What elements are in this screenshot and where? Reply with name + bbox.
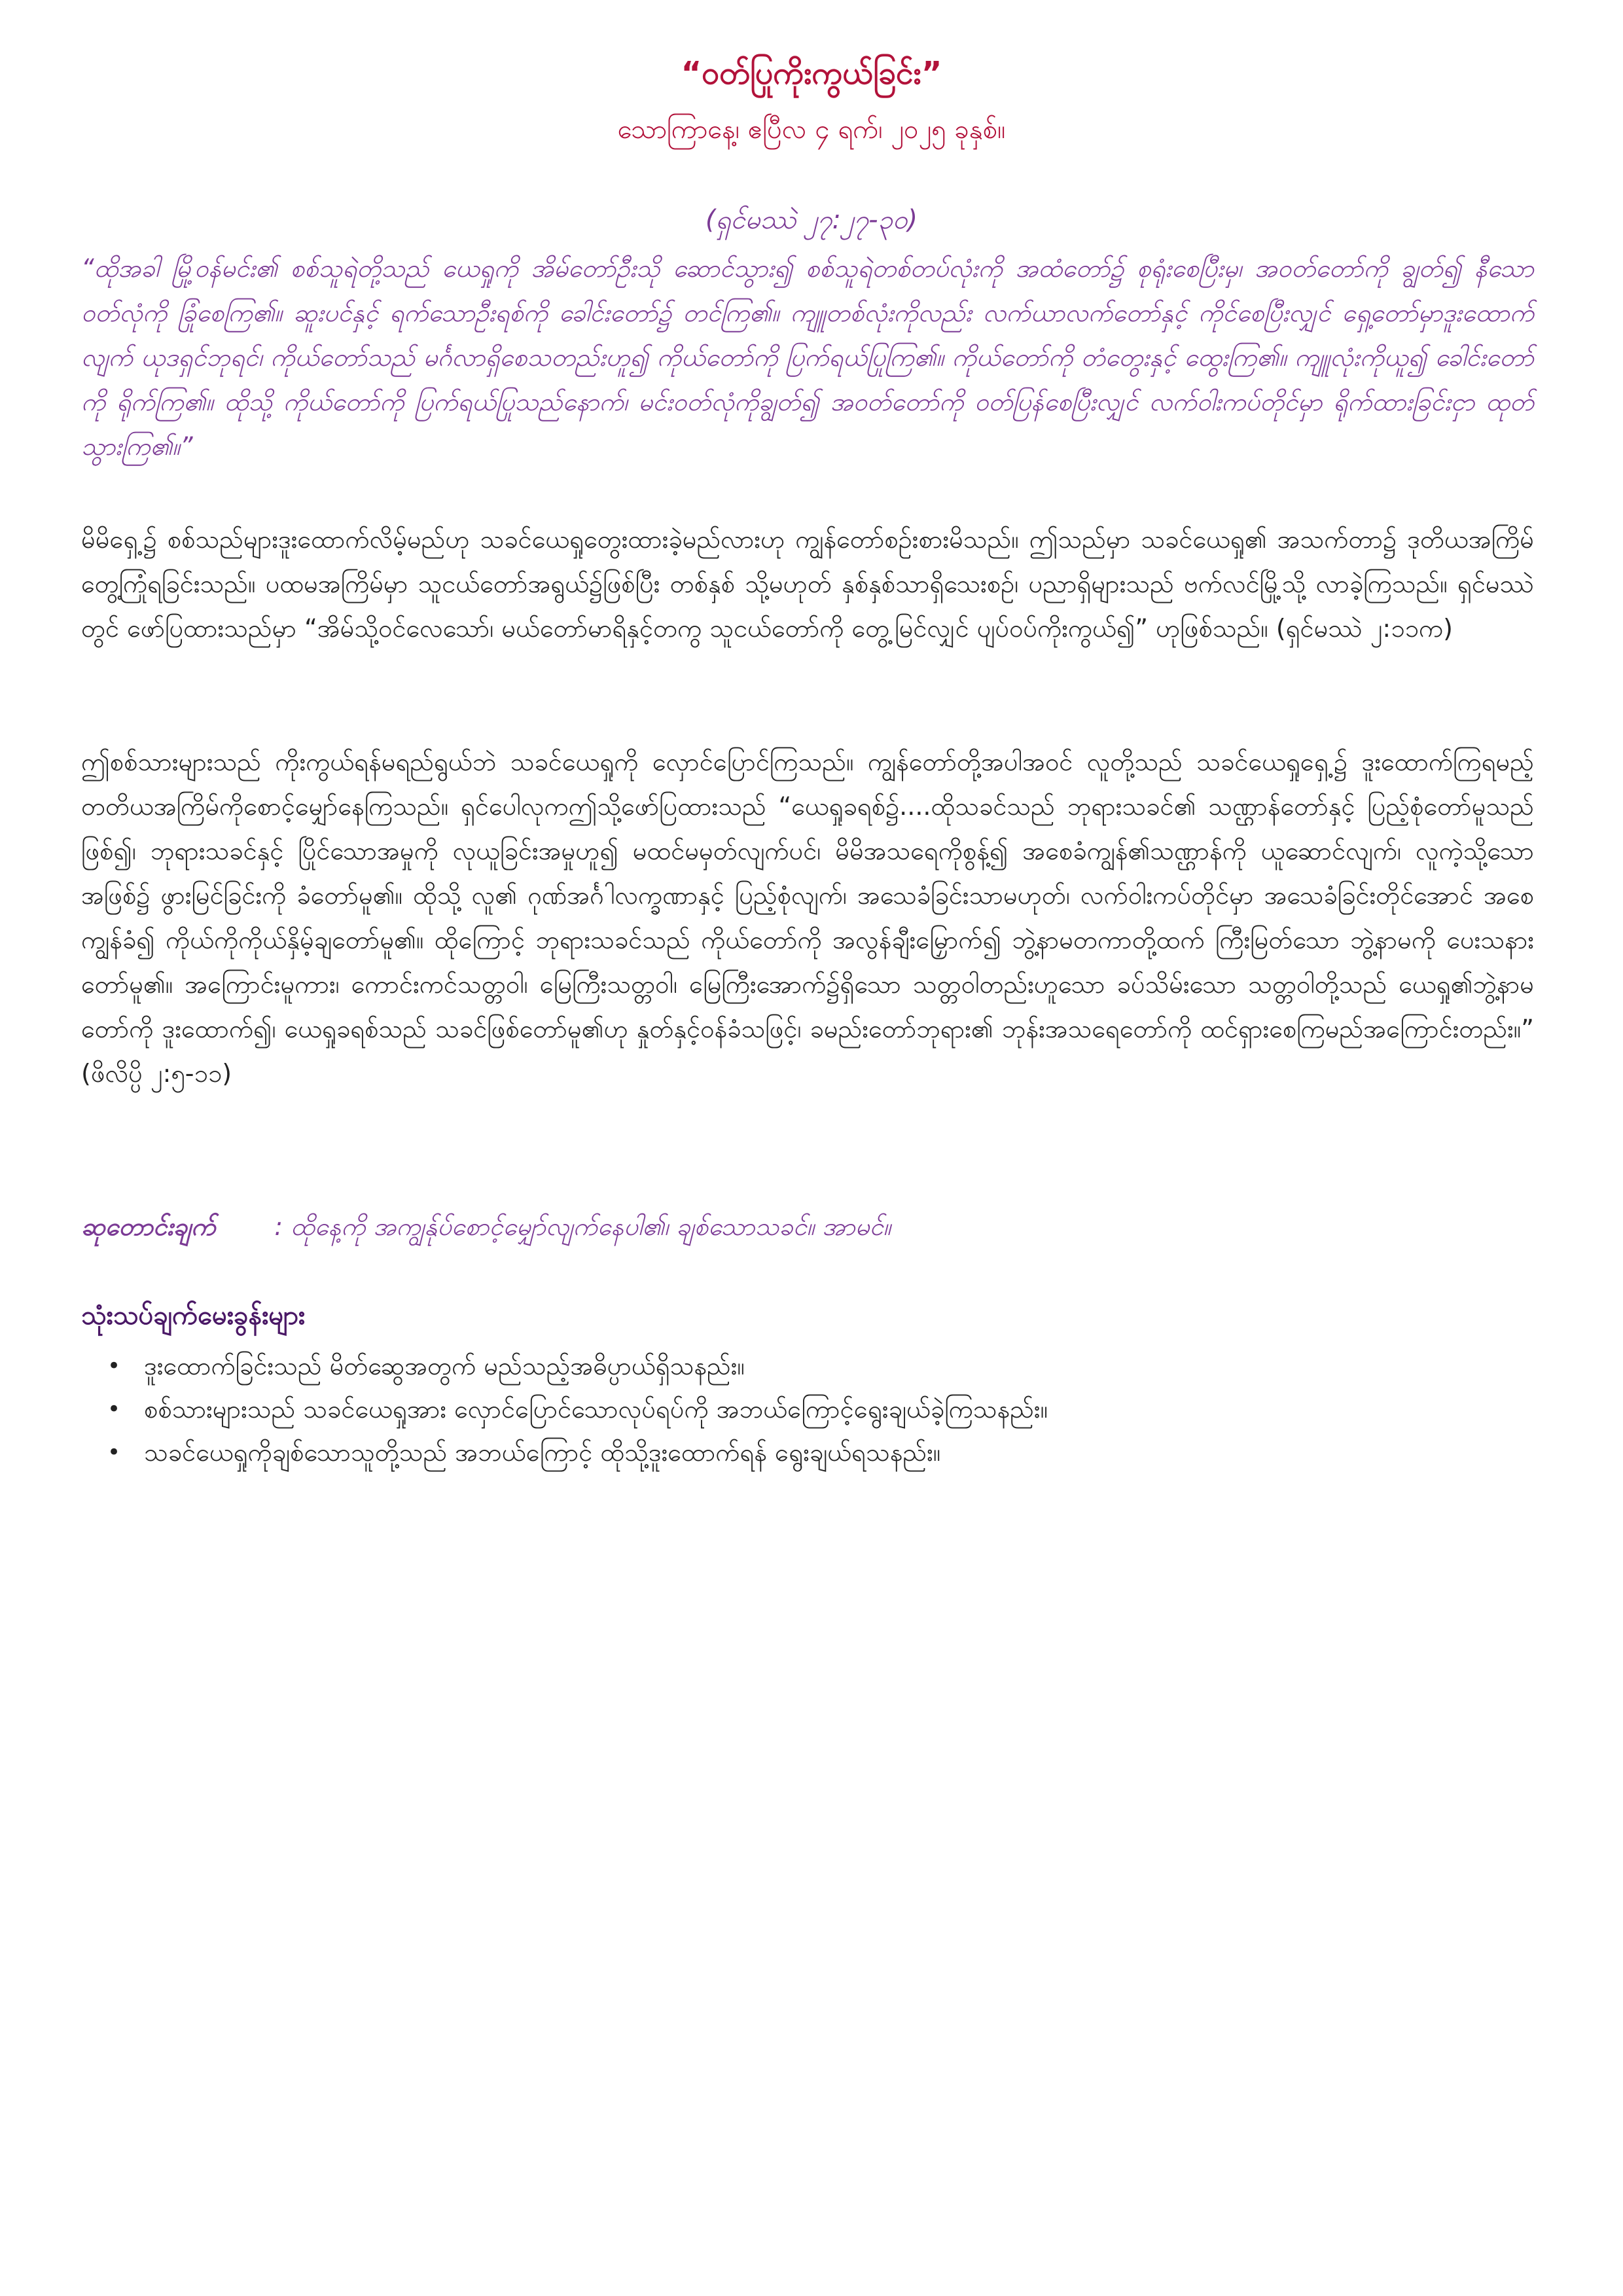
page-date: သောကြာနေ့၊ ဧပြီလ ၄ ရက်၊ ၂၀၂၅ ခုနှစ်။ <box>617 115 1006 145</box>
page-title: “ဝတ်ပြုကိုးကွယ်ခြင်း” <box>681 55 942 92</box>
prayer-label: ဆုတောင်းချက် <box>81 1212 216 1241</box>
body-paragraph: ဤစစ်သားများသည် ကိုးကွယ်ရန်မရည်ရွယ်ဘဲ သခင်ယေရှုကို လှောင်ပြောင်ကြသည်။ ကျွန်တော်တို့အပါအဝင် လူတို့သည် သခင်ယေရှုရှေ့၌ ဒူးထောက်ကြရမည့်တတိယအကြိမ်ကိုစောင့်မျှော်နေကြသည်။ ရှင်ပေါလုကဤသို့ဖော်ပြထားသည် “ယေရှုခရစ်၌....ထိုသခင်သည် ဘုရားသခင်၏ သဏ္ဌာန်တော်နှင့် ပြည့်စုံတော်မူသည်ဖြစ်၍၊ ဘုရားသခင်နှင့် ပြိုင်သောအမှုကို လုယူခြင်းအမှုဟူ၍ မထင်မမှတ်လျက်ပင်၊ မိမိအသရေကိုစွန့်၍ အစေခံကျွန်၏သဏ္ဌာန်ကို ယူဆောင်လျက်၊ လူကဲ့သို့သောအဖြစ်၌ ဖွားမြင်ခြင်းကို ခံတော်မူ၏။ ထိုသို့ လူ၏ ဂုဏ်အင်္ဂါလက္ခဏာနှင့် ပြည့်စုံလျက်၊ အသေခံခြင်းသာမဟုတ်၊ လက်ဝါးကပ်တိုင်မှာ အသေခံခြင်းတိုင်အောင် အစေကျွန်ခံ၍ ကိုယ်ကိုကိုယ်နှိမ့်ချတော်မူ၏။ ထိုကြောင့် ဘုရားသခင်သည် ကိုယ်တော်ကို အလွန်ချီးမြှောက်၍ ဘွဲ့နာမတကာတို့ထက် ကြီးမြတ်သော ဘွဲ့နာမကို ပေးသနားတော်မူ၏။ အကြောင်းမူကား၊ ကောင်းကင်သတ္တဝါ၊ မြေကြီးသတ္တဝါ၊ မြေကြီးအောက်၌ရှိသော သတ္တဝါတည်းဟူသော ခပ်သိမ်းသော သတ္တဝါတို့သည် ယေရှု၏ဘွဲ့နာမတော်ကို ဒူးထောက်၍၊ ယေရှုခရစ်သည် သခင်ဖြစ်တော်မူ၏ဟု နှုတ်နှင့်ဝန်ခံသဖြင့်၊ ခမည်းတော်ဘုရား၏ ဘုန်းအသရေတော်ကို ထင်ရှားစေကြမည်အကြောင်းတည်း။” (ဖိလိပ္ပိ ၂:၅-၁၁) <box>81 747 1534 1088</box>
list-item <box>81 1388 1534 1431</box>
question-text: ဒူးထောက်ခြင်းသည် မိတ်ဆွေအတွက် မည်သည့်အဓိပ္ပာယ်ရှိသနည်း။ <box>144 1352 745 1380</box>
list-item <box>81 1431 1534 1474</box>
body-paragraph: မိမိရှေ့၌ စစ်သည်များဒူးထောက်လိမ့်မည်ဟု သခင်ယေရှုတွေးထားခဲ့မည်လားဟု ကျွန်တော်စဉ်းစားမိသည်။ ဤသည်မှာ သခင်ယေရှု၏ အသက်တာ၌ ဒုတိယအကြိမ် တွေ့ကြုံရခြင်းသည်။ ပထမအကြိမ်မှာ သူငယ်တော်အရွယ်၌ဖြစ်ပြီး တစ်နှစ် သို့မဟုတ် နှစ်နှစ်သာရှိသေးစဉ်၊ ပညာရှိများသည် ဗက်လင်မြို့သို့ လာခဲ့ကြသည်။ ရှင်မဿဲတွင် ဖော်ပြထားသည်မှာ “အိမ်သို့ဝင်လေသော်၊ မယ်တော်မာရိနှင့်တကွ သူငယ်တော်ကို တွေ့မြင်လျှင် ပျပ်ဝပ်ကိုးကွယ်၍” ဟုဖြစ်သည်။ (ရှင်မဿဲ ၂:၁၁က) <box>81 525 1534 643</box>
bullet-icon: • <box>107 1353 121 1379</box>
prayer-line <box>81 1204 1534 1249</box>
question-text: စစ်သားများသည် သခင်ယေရှုအား လှောင်ပြောင်သောလုပ်ရပ်ကို အဘယ်ကြောင့်ရွေးချယ်ခဲ့ကြသနည်း။ <box>144 1395 1048 1424</box>
question-text: သခင်ယေရှုကိုချစ်သောသူတို့သည် အဘယ်ကြောင့် ထိုသို့ဒူးထောက်ရန် ရွေးချယ်ရသနည်း။ <box>144 1438 941 1467</box>
scripture-reference: (ရှင်မဿဲ ၂၇:၂၇-၃၀) <box>705 205 918 235</box>
bullet-icon: • <box>107 1396 121 1422</box>
questions-heading: သုံးသပ်ချက်မေးခွန်းများ <box>81 1300 306 1331</box>
questions-list <box>81 1344 1534 1474</box>
prayer-text: : ထိုနေ့ကို အကျွန်ုပ်စောင့်မျှော်လျက်နေပါ၏၊ ချစ်သောသခင်။ အာမင်။ <box>274 1212 891 1241</box>
scripture-text: “ထိုအခါ မြို့ဝန်မင်း၏ စစ်သူရဲတို့သည် ယေရှုကို အိမ်တော်ဦးသို ဆောင်သွား၍ စစ်သူရဲတစ်တပ်လုံးကို အထံတော်၌ စုရုံးစေပြီးမှ၊ အဝတ်တော်ကို ချွတ်၍ နီသောဝတ်လုံကို ခြုံစေကြ၏။ ဆူးပင်နှင့် ရက်သောဦးရစ်ကို ခေါင်းတော်၌ တင်ကြ၏။ ကျူတစ်လုံးကိုလည်း လက်ယာလက်တော်နှင့် ကိုင်စေပြီးလျှင် ရှေ့တော်မှာဒူးထောက်လျက် ယုဒရှင်ဘုရင်၊ ကိုယ်တော်သည် မင်္ဂလာရှိစေသတည်းဟူ၍ ကိုယ်တော်ကို ပြက်ရယ်ပြုကြ၏။ ကိုယ်တော်ကို တံတွေးနှင့် ထွေးကြ၏။ ကျူလုံးကိုယူ၍ ခေါင်းတော်ကို ရိုက်ကြ၏။ ထိုသို့ ကိုယ်တော်ကို ပြက်ရယ်ပြုသည်နောက်၊ မင်းဝတ်လုံကိုချွတ်၍ အဝတ်တော်ကို ဝတ်ပြန်စေပြီးလျှင် လက်ဝါးကပ်တိုင်မှာ ရိုက်ထားခြင်းငှာ ထုတ်သွားကြ၏။” <box>81 254 1534 461</box>
list-item <box>81 1344 1534 1388</box>
bullet-icon: • <box>107 1439 121 1465</box>
